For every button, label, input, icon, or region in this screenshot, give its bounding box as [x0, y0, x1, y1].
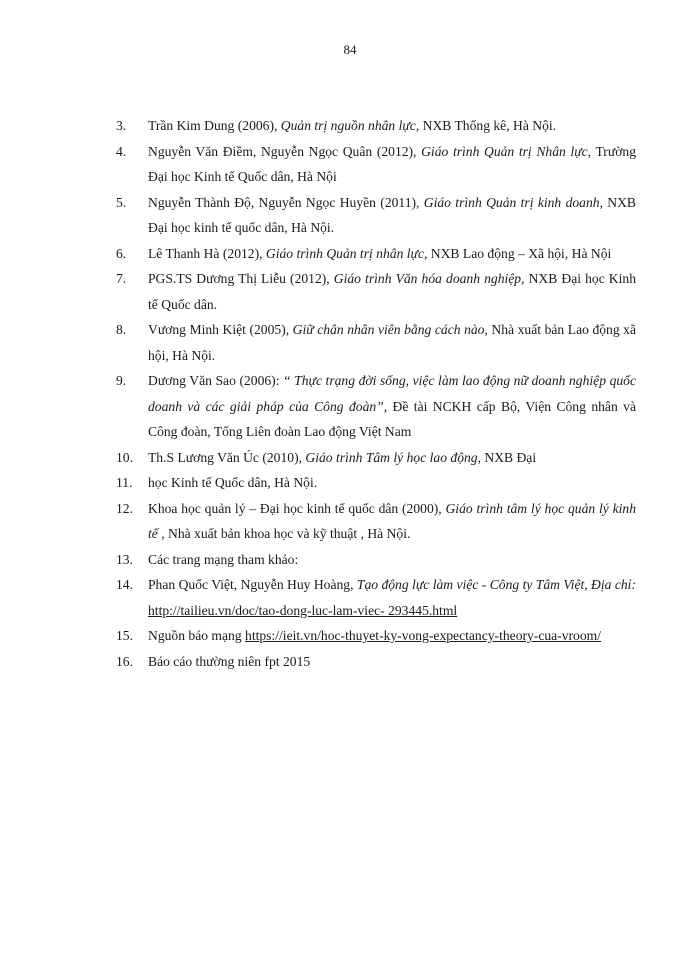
reference-item [116, 649, 636, 675]
reference-text [148, 190, 636, 241]
reference-title: Giáo trình Quản trị Nhân lực [421, 143, 588, 159]
reference-number: 12. [116, 500, 133, 516]
reference-title: Giáo trình Tâm lý học lao động [305, 449, 478, 465]
reference-item [116, 113, 636, 139]
reference-number: 6. [116, 245, 127, 261]
reference-item [116, 368, 636, 445]
reference-list [116, 113, 636, 674]
reference-title: “ Thực trạng đời sống, việc làm lao động nữ doanh nghiệp quốc doanh và các giải pháp của Công đoàn”, [148, 373, 636, 414]
reference-item [116, 317, 636, 368]
reference-title: Giáo trình tâm lý học quản lý kinh tế [148, 500, 636, 541]
reference-item [116, 547, 636, 573]
reference-item [116, 266, 636, 317]
reference-title: Giáo trình Quản trị nhân lực [265, 245, 424, 261]
reference-publisher: , Trường Đại học Kinh tế Quốc dân, Hà Nội [148, 143, 636, 184]
reference-text [148, 368, 636, 445]
reference-number: 13. [116, 551, 133, 567]
reference-item [116, 139, 636, 190]
reference-text [148, 572, 636, 623]
reference-publisher: , NXB Thống kê, Hà Nội. [415, 118, 557, 133]
reference-author: Vương Minh Kiệt (2005), [148, 322, 293, 337]
reference-text [148, 445, 636, 471]
reference-title: Quản trị nguồn nhân lực [280, 118, 416, 133]
reference-number: 10. [116, 449, 133, 465]
reference-author: Nguyễn Thành Độ, Nguyễn Ngọc Huyền (2011), [148, 194, 424, 210]
reference-number: 14. [116, 577, 133, 592]
reference-author: Các trang mạng tham khảo: [148, 551, 299, 567]
reference-number: 3. [116, 118, 127, 133]
reference-author: Th.S Lương Văn Úc (2010), [148, 449, 306, 465]
reference-author: Trần Kim Dung (2006), [148, 118, 281, 133]
reference-text [148, 241, 636, 267]
reference-number: 11. [116, 475, 133, 490]
reference-number: 8. [116, 322, 127, 337]
reference-author: Khoa học quản lý – Đại học kinh tế quốc dân (2000), [148, 500, 446, 516]
reference-author: Lê Thanh Hà (2012), [148, 245, 266, 261]
reference-text [148, 139, 636, 190]
reference-link[interactable]: http://tailieu.vn/doc/tao-dong-luc-lam-viec- 293445.html [148, 602, 458, 618]
reference-publisher: , Nhà xuất bản Lao động xã hội, Hà Nội. [148, 322, 637, 363]
reference-item [116, 572, 636, 623]
reference-publisher: , NXB Đại học kinh tế quốc dân, Hà Nội. [148, 194, 637, 235]
reference-text [148, 649, 636, 675]
reference-title: Tạo động lực làm việc - Công ty Tâm Việt, Địa chỉ: [356, 577, 636, 592]
reference-publisher: , NXB Lao động – Xã hội, Hà Nội [424, 245, 612, 261]
reference-item [116, 496, 636, 547]
reference-author: Dương Văn Sao (2006): [148, 373, 284, 388]
reference-number: 5. [116, 194, 127, 210]
reference-publisher: Đề tài NCKH cấp Bộ, Viện Công nhân và Công đoàn, Tổng Liên đoàn Lao động Việt Nam [148, 398, 636, 439]
reference-link[interactable]: https://ieit.vn/hoc-thuyet-ky-vong-expectancy-theory-cua-vroom/ [245, 628, 601, 643]
reference-text [148, 470, 636, 496]
reference-publisher: , NXB Đại [477, 449, 537, 465]
reference-title: Giáo trình Văn hóa doanh nghiệp [333, 271, 522, 286]
reference-number: 9. [116, 373, 127, 388]
reference-text [148, 623, 636, 649]
reference-text [148, 113, 636, 139]
reference-text [148, 317, 636, 368]
reference-text [148, 547, 636, 573]
reference-item [116, 241, 636, 267]
reference-item [116, 470, 636, 496]
reference-number: 4. [116, 143, 127, 159]
reference-publisher: , Nhà xuất bản khoa học và kỹ thuật , Hà Nội. [157, 526, 411, 541]
reference-author: Nguyễn Văn Điềm, Nguyễn Ngọc Quân (2012), [148, 143, 422, 159]
reference-item [116, 445, 636, 471]
reference-author: Nguồn báo mạng [148, 628, 246, 643]
reference-item [116, 623, 636, 649]
reference-author: Phan Quốc Việt, Nguyễn Huy Hoàng, [148, 577, 357, 592]
page-number: 84 [343, 42, 357, 57]
reference-number: 15. [116, 628, 133, 643]
reference-text [148, 496, 636, 547]
reference-title: Giữ chân nhân viên bằng cách nào [292, 322, 485, 337]
reference-author: PGS.TS Dương Thị Liễu (2012), [148, 271, 334, 286]
reference-title: Giáo trình Quản trị kinh doanh [423, 194, 600, 210]
reference-text [148, 266, 636, 317]
reference-item [116, 190, 636, 241]
reference-number: 16. [116, 653, 133, 669]
reference-number: 7. [116, 271, 127, 286]
reference-author: học Kinh tế Quốc dân, Hà Nội. [148, 475, 318, 490]
reference-publisher: , NXB Đại học Kinh tế Quốc dân. [148, 271, 636, 312]
reference-author: Báo cáo thường niên fpt 2015 [148, 653, 311, 669]
